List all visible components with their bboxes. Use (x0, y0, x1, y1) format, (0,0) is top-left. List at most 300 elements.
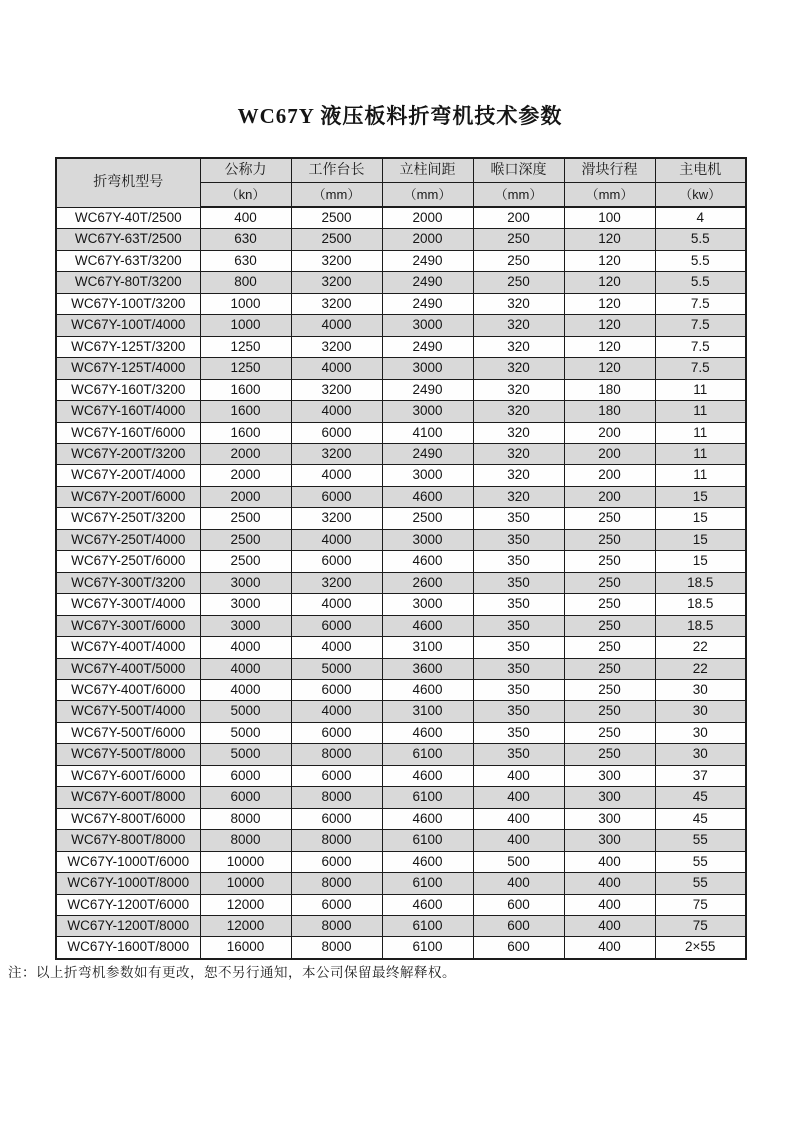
table-row (56, 315, 746, 336)
value-cell: 15 (655, 551, 746, 572)
table-row (56, 336, 746, 357)
unit-nominal-force: （kn） (200, 183, 291, 208)
model-cell: WC67Y-160T/3200 (56, 379, 200, 400)
table-row (56, 615, 746, 636)
value-cell: 350 (473, 529, 564, 550)
value-cell: 250 (564, 658, 655, 679)
model-cell: WC67Y-400T/6000 (56, 679, 200, 700)
value-cell: 6000 (291, 615, 382, 636)
value-cell: 6000 (291, 894, 382, 915)
value-cell: 75 (655, 894, 746, 915)
table-row (56, 658, 746, 679)
value-cell: 400 (564, 894, 655, 915)
value-cell: 2490 (382, 272, 473, 293)
table-row (56, 250, 746, 271)
value-cell: 6000 (291, 808, 382, 829)
value-cell: 6100 (382, 787, 473, 808)
table-row (56, 873, 746, 894)
value-cell: 500 (473, 851, 564, 872)
value-cell: 3000 (382, 465, 473, 486)
header-label-row (56, 158, 746, 183)
table-row (56, 765, 746, 786)
value-cell: 2600 (382, 572, 473, 593)
value-cell: 250 (564, 701, 655, 722)
value-cell: 8000 (291, 915, 382, 936)
value-cell: 320 (473, 293, 564, 314)
value-cell: 45 (655, 787, 746, 808)
value-cell: 250 (564, 529, 655, 550)
value-cell: 6000 (291, 722, 382, 743)
value-cell: 1000 (200, 315, 291, 336)
value-cell: 200 (564, 422, 655, 443)
table-row (56, 508, 746, 529)
value-cell: 11 (655, 379, 746, 400)
value-cell: 250 (564, 679, 655, 700)
value-cell: 120 (564, 229, 655, 250)
value-cell: 400 (473, 808, 564, 829)
value-cell: 2490 (382, 443, 473, 464)
value-cell: 4600 (382, 486, 473, 507)
value-cell: 8000 (200, 830, 291, 851)
value-cell: 6000 (291, 765, 382, 786)
table-row (56, 701, 746, 722)
value-cell: 4600 (382, 765, 473, 786)
value-cell: 3000 (200, 594, 291, 615)
model-cell: WC67Y-63T/2500 (56, 229, 200, 250)
value-cell: 300 (564, 787, 655, 808)
value-cell: 8000 (291, 873, 382, 894)
value-cell: 400 (564, 851, 655, 872)
value-cell: 630 (200, 229, 291, 250)
header-main-motor: 主电机 (655, 158, 746, 183)
value-cell: 3600 (382, 658, 473, 679)
value-cell: 350 (473, 679, 564, 700)
model-cell: WC67Y-500T/4000 (56, 701, 200, 722)
value-cell: 3000 (382, 594, 473, 615)
value-cell: 5.5 (655, 272, 746, 293)
value-cell: 4000 (291, 529, 382, 550)
table-row (56, 293, 746, 314)
value-cell: 300 (564, 830, 655, 851)
value-cell: 4 (655, 207, 746, 229)
table-row (56, 529, 746, 550)
value-cell: 350 (473, 637, 564, 658)
value-cell: 2000 (200, 465, 291, 486)
model-cell: WC67Y-1000T/6000 (56, 851, 200, 872)
table-row (56, 272, 746, 293)
value-cell: 5000 (200, 701, 291, 722)
model-cell: WC67Y-600T/8000 (56, 787, 200, 808)
value-cell: 6100 (382, 744, 473, 765)
value-cell: 350 (473, 594, 564, 615)
value-cell: 600 (473, 915, 564, 936)
unit-ram-stroke: （mm） (564, 183, 655, 208)
value-cell: 320 (473, 422, 564, 443)
unit-table-length: （mm） (291, 183, 382, 208)
value-cell: 55 (655, 873, 746, 894)
value-cell: 1250 (200, 336, 291, 357)
value-cell: 2490 (382, 336, 473, 357)
table-row (56, 915, 746, 936)
value-cell: 55 (655, 851, 746, 872)
table-row (56, 229, 746, 250)
value-cell: 120 (564, 250, 655, 271)
value-cell: 2×55 (655, 937, 746, 959)
value-cell: 4600 (382, 894, 473, 915)
value-cell: 250 (564, 615, 655, 636)
value-cell: 6100 (382, 937, 473, 959)
value-cell: 12000 (200, 894, 291, 915)
value-cell: 1250 (200, 358, 291, 379)
value-cell: 15 (655, 508, 746, 529)
value-cell: 3200 (291, 336, 382, 357)
value-cell: 1600 (200, 422, 291, 443)
model-cell: WC67Y-250T/3200 (56, 508, 200, 529)
value-cell: 800 (200, 272, 291, 293)
model-cell: WC67Y-400T/5000 (56, 658, 200, 679)
model-cell: WC67Y-63T/3200 (56, 250, 200, 271)
value-cell: 11 (655, 422, 746, 443)
header-nominal-force: 公称力 (200, 158, 291, 183)
table-row (56, 594, 746, 615)
value-cell: 350 (473, 701, 564, 722)
value-cell: 3000 (382, 529, 473, 550)
value-cell: 4000 (291, 465, 382, 486)
value-cell: 4000 (291, 637, 382, 658)
value-cell: 37 (655, 765, 746, 786)
value-cell: 180 (564, 379, 655, 400)
model-cell: WC67Y-100T/4000 (56, 315, 200, 336)
value-cell: 120 (564, 272, 655, 293)
value-cell: 3000 (382, 358, 473, 379)
value-cell: 250 (564, 551, 655, 572)
model-cell: WC67Y-800T/6000 (56, 808, 200, 829)
spec-table (55, 157, 747, 960)
value-cell: 2490 (382, 250, 473, 271)
table-row (56, 851, 746, 872)
value-cell: 3000 (200, 572, 291, 593)
value-cell: 1600 (200, 379, 291, 400)
value-cell: 30 (655, 701, 746, 722)
value-cell: 3000 (200, 615, 291, 636)
value-cell: 320 (473, 358, 564, 379)
value-cell: 400 (473, 787, 564, 808)
value-cell: 320 (473, 443, 564, 464)
value-cell: 4600 (382, 679, 473, 700)
value-cell: 2500 (200, 508, 291, 529)
value-cell: 300 (564, 808, 655, 829)
value-cell: 120 (564, 358, 655, 379)
value-cell: 1600 (200, 401, 291, 422)
value-cell: 400 (564, 915, 655, 936)
value-cell: 250 (473, 250, 564, 271)
value-cell: 22 (655, 637, 746, 658)
value-cell: 600 (473, 894, 564, 915)
value-cell: 350 (473, 572, 564, 593)
value-cell: 4000 (200, 679, 291, 700)
value-cell: 2500 (291, 207, 382, 229)
value-cell: 2500 (200, 551, 291, 572)
value-cell: 400 (564, 873, 655, 894)
model-cell: WC67Y-1000T/8000 (56, 873, 200, 894)
value-cell: 250 (564, 637, 655, 658)
value-cell: 3200 (291, 572, 382, 593)
value-cell: 3200 (291, 379, 382, 400)
table-row (56, 358, 746, 379)
value-cell: 7.5 (655, 315, 746, 336)
model-cell: WC67Y-300T/4000 (56, 594, 200, 615)
model-cell: WC67Y-300T/3200 (56, 572, 200, 593)
value-cell: 2500 (382, 508, 473, 529)
value-cell: 320 (473, 336, 564, 357)
value-cell: 8000 (200, 808, 291, 829)
value-cell: 8000 (291, 787, 382, 808)
value-cell: 350 (473, 658, 564, 679)
value-cell: 250 (564, 508, 655, 529)
unit-main-motor: （kw） (655, 183, 746, 208)
page-title: WC67Y 液压板料折弯机技术参数 (237, 104, 563, 128)
value-cell: 6000 (200, 787, 291, 808)
value-cell: 55 (655, 830, 746, 851)
value-cell: 300 (564, 765, 655, 786)
value-cell: 10000 (200, 873, 291, 894)
value-cell: 4000 (291, 594, 382, 615)
header-column-spacing: 立柱间距 (382, 158, 473, 183)
model-cell: WC67Y-125T/3200 (56, 336, 200, 357)
model-cell: WC67Y-800T/8000 (56, 830, 200, 851)
header-ram-stroke: 滑块行程 (564, 158, 655, 183)
table-row (56, 486, 746, 507)
value-cell: 200 (564, 443, 655, 464)
value-cell: 320 (473, 465, 564, 486)
model-cell: WC67Y-500T/6000 (56, 722, 200, 743)
table-row (56, 894, 746, 915)
value-cell: 12000 (200, 915, 291, 936)
model-cell: WC67Y-40T/2500 (56, 207, 200, 229)
value-cell: 250 (564, 572, 655, 593)
value-cell: 600 (473, 937, 564, 959)
value-cell: 400 (473, 873, 564, 894)
value-cell: 3100 (382, 637, 473, 658)
value-cell: 11 (655, 465, 746, 486)
value-cell: 400 (200, 207, 291, 229)
value-cell: 3100 (382, 701, 473, 722)
value-cell: 350 (473, 722, 564, 743)
table-row (56, 722, 746, 743)
model-cell: WC67Y-160T/6000 (56, 422, 200, 443)
value-cell: 3200 (291, 443, 382, 464)
table-row (56, 401, 746, 422)
value-cell: 320 (473, 315, 564, 336)
value-cell: 400 (473, 830, 564, 851)
value-cell: 11 (655, 443, 746, 464)
value-cell: 4000 (291, 358, 382, 379)
table-row (56, 422, 746, 443)
value-cell: 350 (473, 615, 564, 636)
model-cell: WC67Y-100T/3200 (56, 293, 200, 314)
table-row (56, 207, 746, 229)
value-cell: 120 (564, 315, 655, 336)
header-model: 折弯机型号 (56, 158, 200, 207)
value-cell: 6000 (291, 422, 382, 443)
value-cell: 6100 (382, 873, 473, 894)
value-cell: 5.5 (655, 229, 746, 250)
value-cell: 6000 (200, 765, 291, 786)
table-body (56, 207, 746, 959)
value-cell: 75 (655, 915, 746, 936)
value-cell: 400 (473, 765, 564, 786)
value-cell: 3000 (382, 401, 473, 422)
value-cell: 3200 (291, 508, 382, 529)
value-cell: 4000 (200, 637, 291, 658)
value-cell: 2500 (200, 529, 291, 550)
model-cell: WC67Y-1200T/6000 (56, 894, 200, 915)
value-cell: 2490 (382, 293, 473, 314)
value-cell: 1000 (200, 293, 291, 314)
value-cell: 350 (473, 551, 564, 572)
value-cell: 16000 (200, 937, 291, 959)
model-cell: WC67Y-160T/4000 (56, 401, 200, 422)
value-cell: 250 (473, 229, 564, 250)
value-cell: 18.5 (655, 572, 746, 593)
value-cell: 15 (655, 529, 746, 550)
value-cell: 6100 (382, 915, 473, 936)
value-cell: 250 (564, 744, 655, 765)
value-cell: 320 (473, 379, 564, 400)
value-cell: 4600 (382, 722, 473, 743)
table-row (56, 808, 746, 829)
value-cell: 4000 (291, 401, 382, 422)
value-cell: 4000 (200, 658, 291, 679)
table-row (56, 465, 746, 486)
value-cell: 6000 (291, 551, 382, 572)
table-row (56, 744, 746, 765)
footnote (8, 961, 788, 981)
value-cell: 18.5 (655, 615, 746, 636)
value-cell: 200 (564, 465, 655, 486)
value-cell: 200 (564, 486, 655, 507)
table-row (56, 830, 746, 851)
value-cell: 3200 (291, 272, 382, 293)
value-cell: 30 (655, 744, 746, 765)
footnote-prefix: 注： (8, 965, 36, 980)
table-row (56, 637, 746, 658)
value-cell: 4600 (382, 851, 473, 872)
value-cell: 2490 (382, 379, 473, 400)
table-header (56, 158, 746, 207)
value-cell: 250 (564, 722, 655, 743)
value-cell: 4600 (382, 808, 473, 829)
value-cell: 320 (473, 401, 564, 422)
value-cell: 7.5 (655, 293, 746, 314)
value-cell: 5.5 (655, 250, 746, 271)
value-cell: 15 (655, 486, 746, 507)
value-cell: 2000 (382, 207, 473, 229)
value-cell: 250 (564, 594, 655, 615)
unit-throat-depth: （mm） (473, 183, 564, 208)
model-cell: WC67Y-200T/6000 (56, 486, 200, 507)
table-row (56, 443, 746, 464)
value-cell: 320 (473, 486, 564, 507)
unit-column-spacing: （mm） (382, 183, 473, 208)
value-cell: 10000 (200, 851, 291, 872)
model-cell: WC67Y-200T/4000 (56, 465, 200, 486)
value-cell: 4100 (382, 422, 473, 443)
value-cell: 5000 (291, 658, 382, 679)
model-cell: WC67Y-600T/6000 (56, 765, 200, 786)
value-cell: 4600 (382, 615, 473, 636)
value-cell: 5000 (200, 744, 291, 765)
value-cell: 120 (564, 336, 655, 357)
value-cell: 6000 (291, 679, 382, 700)
value-cell: 100 (564, 207, 655, 229)
value-cell: 11 (655, 401, 746, 422)
value-cell: 2000 (200, 443, 291, 464)
value-cell: 180 (564, 401, 655, 422)
value-cell: 8000 (291, 830, 382, 851)
model-cell: WC67Y-250T/4000 (56, 529, 200, 550)
value-cell: 22 (655, 658, 746, 679)
header-table-length: 工作台长 (291, 158, 382, 183)
model-cell: WC67Y-125T/4000 (56, 358, 200, 379)
footnote-text: 以上折弯机参数如有更改，恕不另行通知，本公司保留最终解释权。 (36, 965, 456, 980)
header-throat-depth: 喉口深度 (473, 158, 564, 183)
table-row (56, 551, 746, 572)
value-cell: 30 (655, 722, 746, 743)
table-row (56, 572, 746, 593)
value-cell: 4000 (291, 315, 382, 336)
value-cell: 3200 (291, 250, 382, 271)
table-row (56, 379, 746, 400)
value-cell: 2000 (382, 229, 473, 250)
value-cell: 630 (200, 250, 291, 271)
value-cell: 45 (655, 808, 746, 829)
value-cell: 350 (473, 744, 564, 765)
model-cell: WC67Y-1600T/8000 (56, 937, 200, 959)
value-cell: 3200 (291, 293, 382, 314)
value-cell: 6000 (291, 851, 382, 872)
table-row (56, 787, 746, 808)
model-cell: WC67Y-1200T/8000 (56, 915, 200, 936)
value-cell: 4600 (382, 551, 473, 572)
value-cell: 2500 (291, 229, 382, 250)
model-cell: WC67Y-300T/6000 (56, 615, 200, 636)
value-cell: 120 (564, 293, 655, 314)
value-cell: 6100 (382, 830, 473, 851)
model-cell: WC67Y-80T/3200 (56, 272, 200, 293)
value-cell: 8000 (291, 937, 382, 959)
value-cell: 350 (473, 508, 564, 529)
table-row (56, 679, 746, 700)
model-cell: WC67Y-400T/4000 (56, 637, 200, 658)
value-cell: 2000 (200, 486, 291, 507)
value-cell: 4000 (291, 701, 382, 722)
value-cell: 250 (473, 272, 564, 293)
value-cell: 7.5 (655, 358, 746, 379)
value-cell: 7.5 (655, 336, 746, 357)
model-cell: WC67Y-500T/8000 (56, 744, 200, 765)
model-cell: WC67Y-200T/3200 (56, 443, 200, 464)
value-cell: 5000 (200, 722, 291, 743)
value-cell: 400 (564, 937, 655, 959)
value-cell: 30 (655, 679, 746, 700)
value-cell: 6000 (291, 486, 382, 507)
value-cell: 8000 (291, 744, 382, 765)
value-cell: 18.5 (655, 594, 746, 615)
table-row (56, 937, 746, 959)
value-cell: 200 (473, 207, 564, 229)
value-cell: 3000 (382, 315, 473, 336)
